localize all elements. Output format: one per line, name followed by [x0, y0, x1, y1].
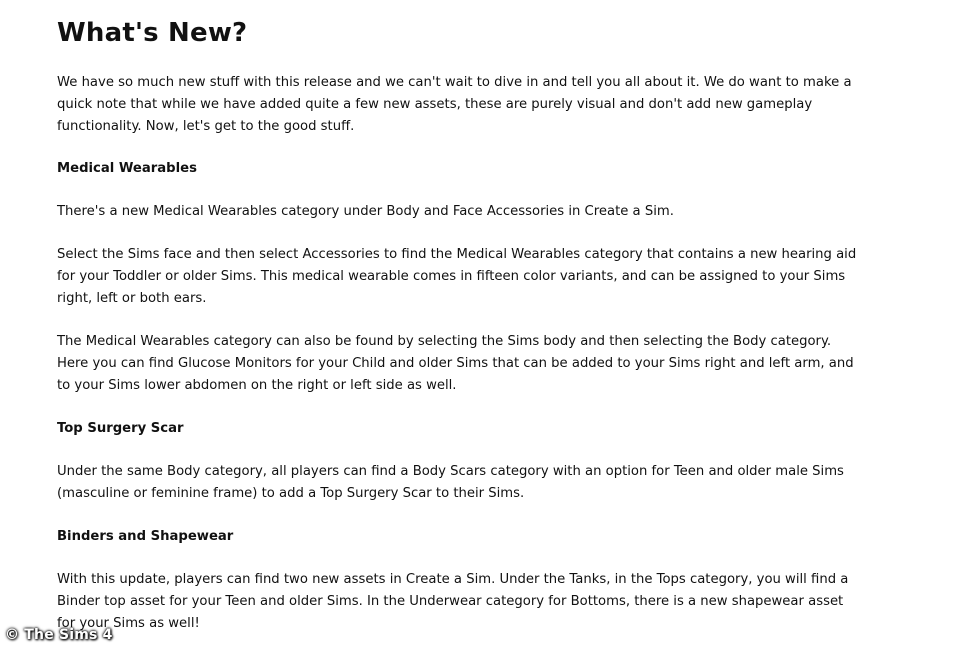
intro-paragraph: We have so much new stuff with this release and we can't wait to dive in and tell you all about it. We do want to make a quick note that while we have added quite a few new assets, these are purely visual and don't add new gameplay functionality. Now, let's get to the good stuff. — [57, 75, 852, 134]
section-paragraph: Under the same Body category, all players can find a Body Scars category with an option for Teen and older male Sims (masculine or feminine frame) to add a Top Surgery Scar to their Sims. — [57, 464, 844, 501]
section-paragraph: Select the Sims face and then select Accessories to find the Medical Wearables category that contains a new hearing aid for your Toddler or older Sims. This medical wearable comes in fifteen color variants, and can be assigned to your Sims right, left or both ears. — [57, 247, 857, 306]
section-paragraph: There's a new Medical Wearables category under Body and Face Accessories in Create a Sim. — [57, 204, 674, 219]
section-heading-binders-shapewear: Binders and Shapewear — [57, 529, 234, 544]
page-title: What's New? — [57, 18, 248, 48]
section-paragraph: With this update, players can find two new assets in Create a Sim. Under the Tanks, in the Tops category, you will find a Binder top asset for your Teen and older Sims. In the Underwear category for Bottoms, there is a new shapewear asset for your Sims as well! — [57, 572, 849, 631]
section-paragraph: The Medical Wearables category can also be found by selecting the Sims body and then selecting the Body category. Here you can find Glucose Monitors for your Child and older Sims that can be added to your Sims right and left arm, and to your Sims lower abdomen on the right or left side as well. — [57, 334, 854, 393]
section-heading-medical-wearables: Medical Wearables — [57, 161, 197, 176]
article — [57, 14, 857, 656]
section-heading-top-surgery-scar: Top Surgery Scar — [57, 421, 184, 436]
image-credit-watermark: © The Sims 4 — [5, 627, 113, 643]
